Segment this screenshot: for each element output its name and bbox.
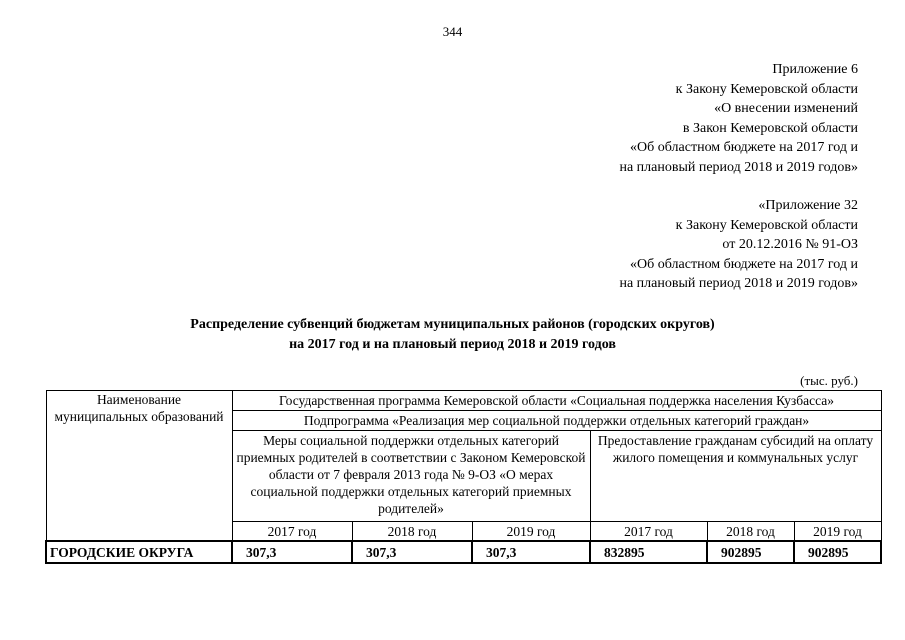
page-number: 344 <box>442 24 463 39</box>
table-cell: 902895 <box>707 541 794 563</box>
header-year: 2018 год <box>707 522 794 542</box>
header-year: 2017 год <box>232 522 352 542</box>
annex-line: «О внесении изменений <box>714 101 858 117</box>
annex-line: к Закону Кемеровской области <box>675 217 858 233</box>
annex-line: от 20.12.2016 № 91-ОЗ <box>722 237 858 253</box>
units-label: (тыс. руб.) <box>800 373 858 388</box>
table-row <box>46 541 881 563</box>
title-line: Распределение субвенций бюджетам муниципальных районов (городских округов) <box>190 317 715 332</box>
annex-line: на плановый период 2018 и 2019 годов» <box>619 159 858 175</box>
table-cell: 307,3 <box>232 541 352 563</box>
table-cell: 902895 <box>794 541 881 563</box>
header-subprogram: Подпрограмма «Реализация мер социальной поддержки отдельных категорий граждан» <box>232 411 881 431</box>
title-line: на 2017 год и на плановый период 2018 и 2019 годов <box>289 337 616 352</box>
table-cell: 832895 <box>590 541 707 563</box>
annex-line: «Об областном бюджете на 2017 год и <box>630 256 858 272</box>
annex-line: на плановый период 2018 и 2019 годов» <box>619 276 858 292</box>
header-year: 2019 год <box>472 522 590 542</box>
header-municipality: Наименование муниципальных образований <box>46 391 232 542</box>
header-year: 2017 год <box>590 522 707 542</box>
header-year: 2019 год <box>794 522 881 542</box>
header-program: Государственная программа Кемеровской области «Социальная поддержка населения Кузбасса» <box>232 391 881 411</box>
row-name: ГОРОДСКИЕ ОКРУГА <box>46 541 232 563</box>
annex-original-header <box>619 196 858 294</box>
header-year: 2018 год <box>352 522 472 542</box>
table-cell: 307,3 <box>352 541 472 563</box>
header-measure-foster-parents: Меры социальной поддержки отдельных категорий приемных родителей в соответствии с Законом Кемеровской области от 7 февраля 2013 года № 9-ОЗ «О мерах социальной поддержки отдельных категорий приемных родителей» <box>232 431 590 522</box>
document-title <box>0 315 905 355</box>
header-measure-housing-subsidies: Предоставление гражданам субсидий на оплату жилого помещения и коммунальных услуг <box>590 431 881 522</box>
table-cell: 307,3 <box>472 541 590 563</box>
annex-line: в Закон Кемеровской области <box>682 120 858 136</box>
annex-line: «Приложение 32 <box>758 198 858 213</box>
annex-line: Приложение 6 <box>772 62 858 77</box>
annex-line: к Закону Кемеровской области <box>675 81 858 97</box>
annex-line: «Об областном бюджете на 2017 год и <box>630 140 858 156</box>
subvention-table <box>45 390 882 564</box>
annex-current-header <box>619 60 858 178</box>
